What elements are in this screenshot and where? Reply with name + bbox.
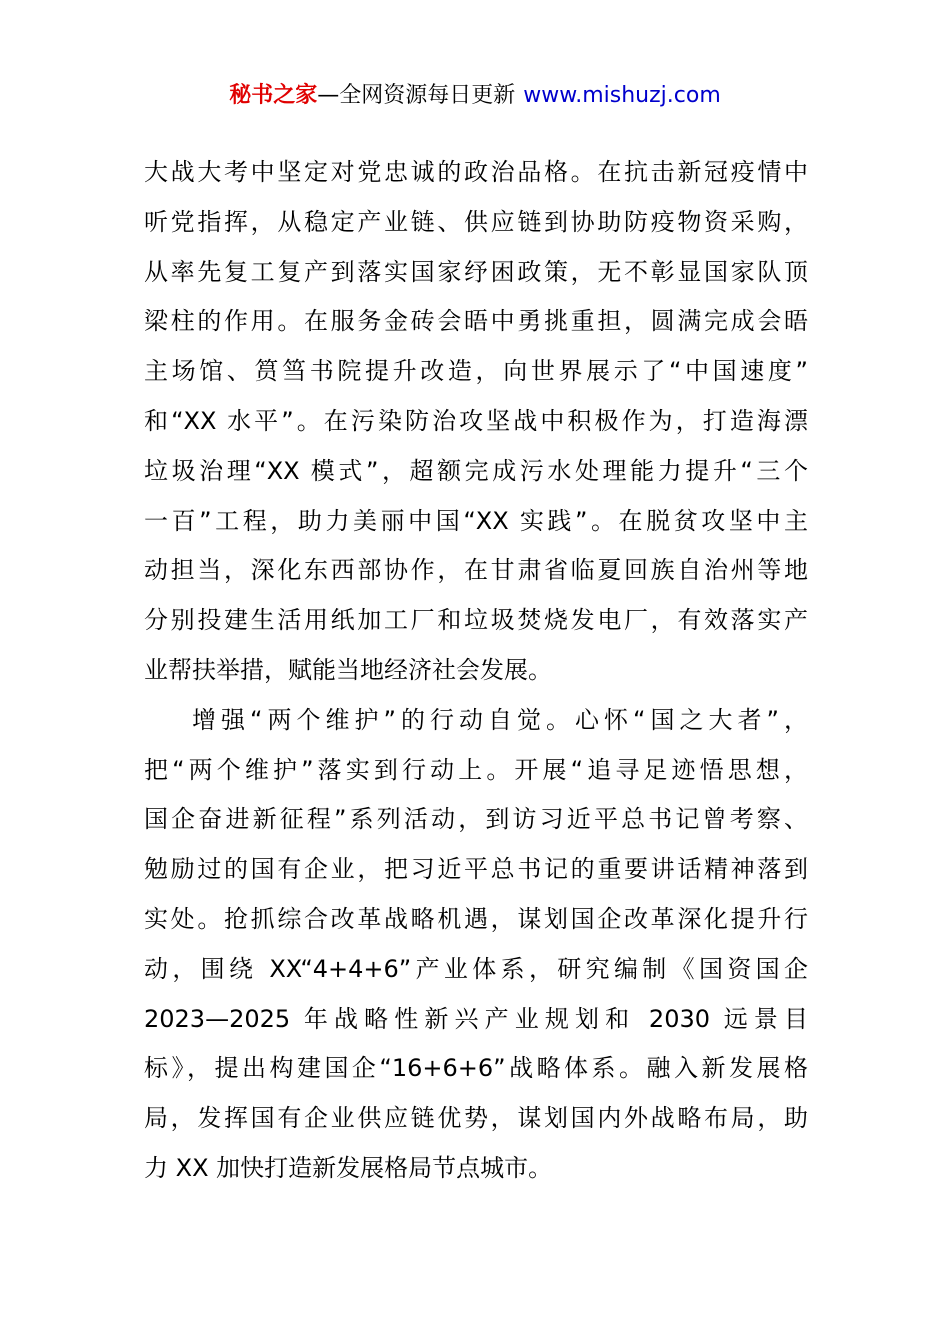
paragraph-line: 把“两个维护”落实到行动上。开展“追寻足迹悟思想， [144,755,808,784]
paragraph-line: 增强“两个维护”的行动自觉。心怀“国之大者”， [192,705,808,734]
paragraph-line: 力 XX 加快打造新发展格局节点城市。 [144,1153,553,1182]
body-text [144,148,808,1194]
site-tagline: —全网资源每日更新 [317,83,516,108]
paragraph-line: 一百”工程，助力美丽中国“XX 实践”。在脱贫攻坚中主 [144,506,808,535]
paragraph-line: 动，围绕 XX“4+4+6”产业体系，研究编制《国资国企 [144,954,808,983]
paragraph-line: 国企奋进新征程”系列活动，到访习近平总书记曾考察、 [144,805,808,834]
paragraph [144,148,808,696]
paragraph-line: 从率先复工复产到落实国家纾困政策，无不彰显国家队顶 [144,257,808,286]
paragraph-line: 标》，提出构建国企“16+6+6”战略体系。融入新发展格 [144,1054,808,1083]
paragraph [144,696,808,1194]
paragraph-line: 业帮扶举措，赋能当地经济社会发展。 [144,655,552,684]
paragraph-line: 分别投建生活用纸加工厂和垃圾焚烧发电厂，有效落实产 [144,606,808,635]
paragraph-line: 听党指挥，从稳定产业链、供应链到协助防疫物资采购， [144,207,808,236]
paragraph-line: 垃圾治理“XX 模式”，超额完成污水处理能力提升“三个 [144,456,808,485]
paragraph-line: 和“XX 水平”。在污染防治攻坚战中积极作为，打造海漂 [144,406,808,435]
paragraph-line: 勉励过的国有企业，把习近平总书记的重要讲话精神落到 [144,855,808,884]
paragraph-line: 大战大考中坚定对党忠诚的政治品格。在抗击新冠疫情中 [144,158,808,186]
paragraph-line: 主场馆、筼筜书院提升改造，向世界展示了“中国速度” [144,357,808,386]
site-brand: 秘书之家 [229,83,318,108]
paragraph-line: 2023—2025 年战略性新兴产业规划和 2030 远景目 [144,1004,808,1033]
site-url-link[interactable]: www.mishuzj.com [523,83,721,108]
page-header [0,80,950,112]
paragraph-line: 梁柱的作用。在服务金砖会晤中勇挑重担，圆满完成会晤 [144,307,808,336]
paragraph-line: 实处。抢抓综合改革战略机遇，谋划国企改革深化提升行 [144,904,808,933]
paragraph-line: 动担当，深化东西部协作，在甘肃省临夏回族自治州等地 [144,556,808,585]
paragraph-line: 局，发挥国有企业供应链优势，谋划国内外战略布局，助 [144,1104,808,1133]
